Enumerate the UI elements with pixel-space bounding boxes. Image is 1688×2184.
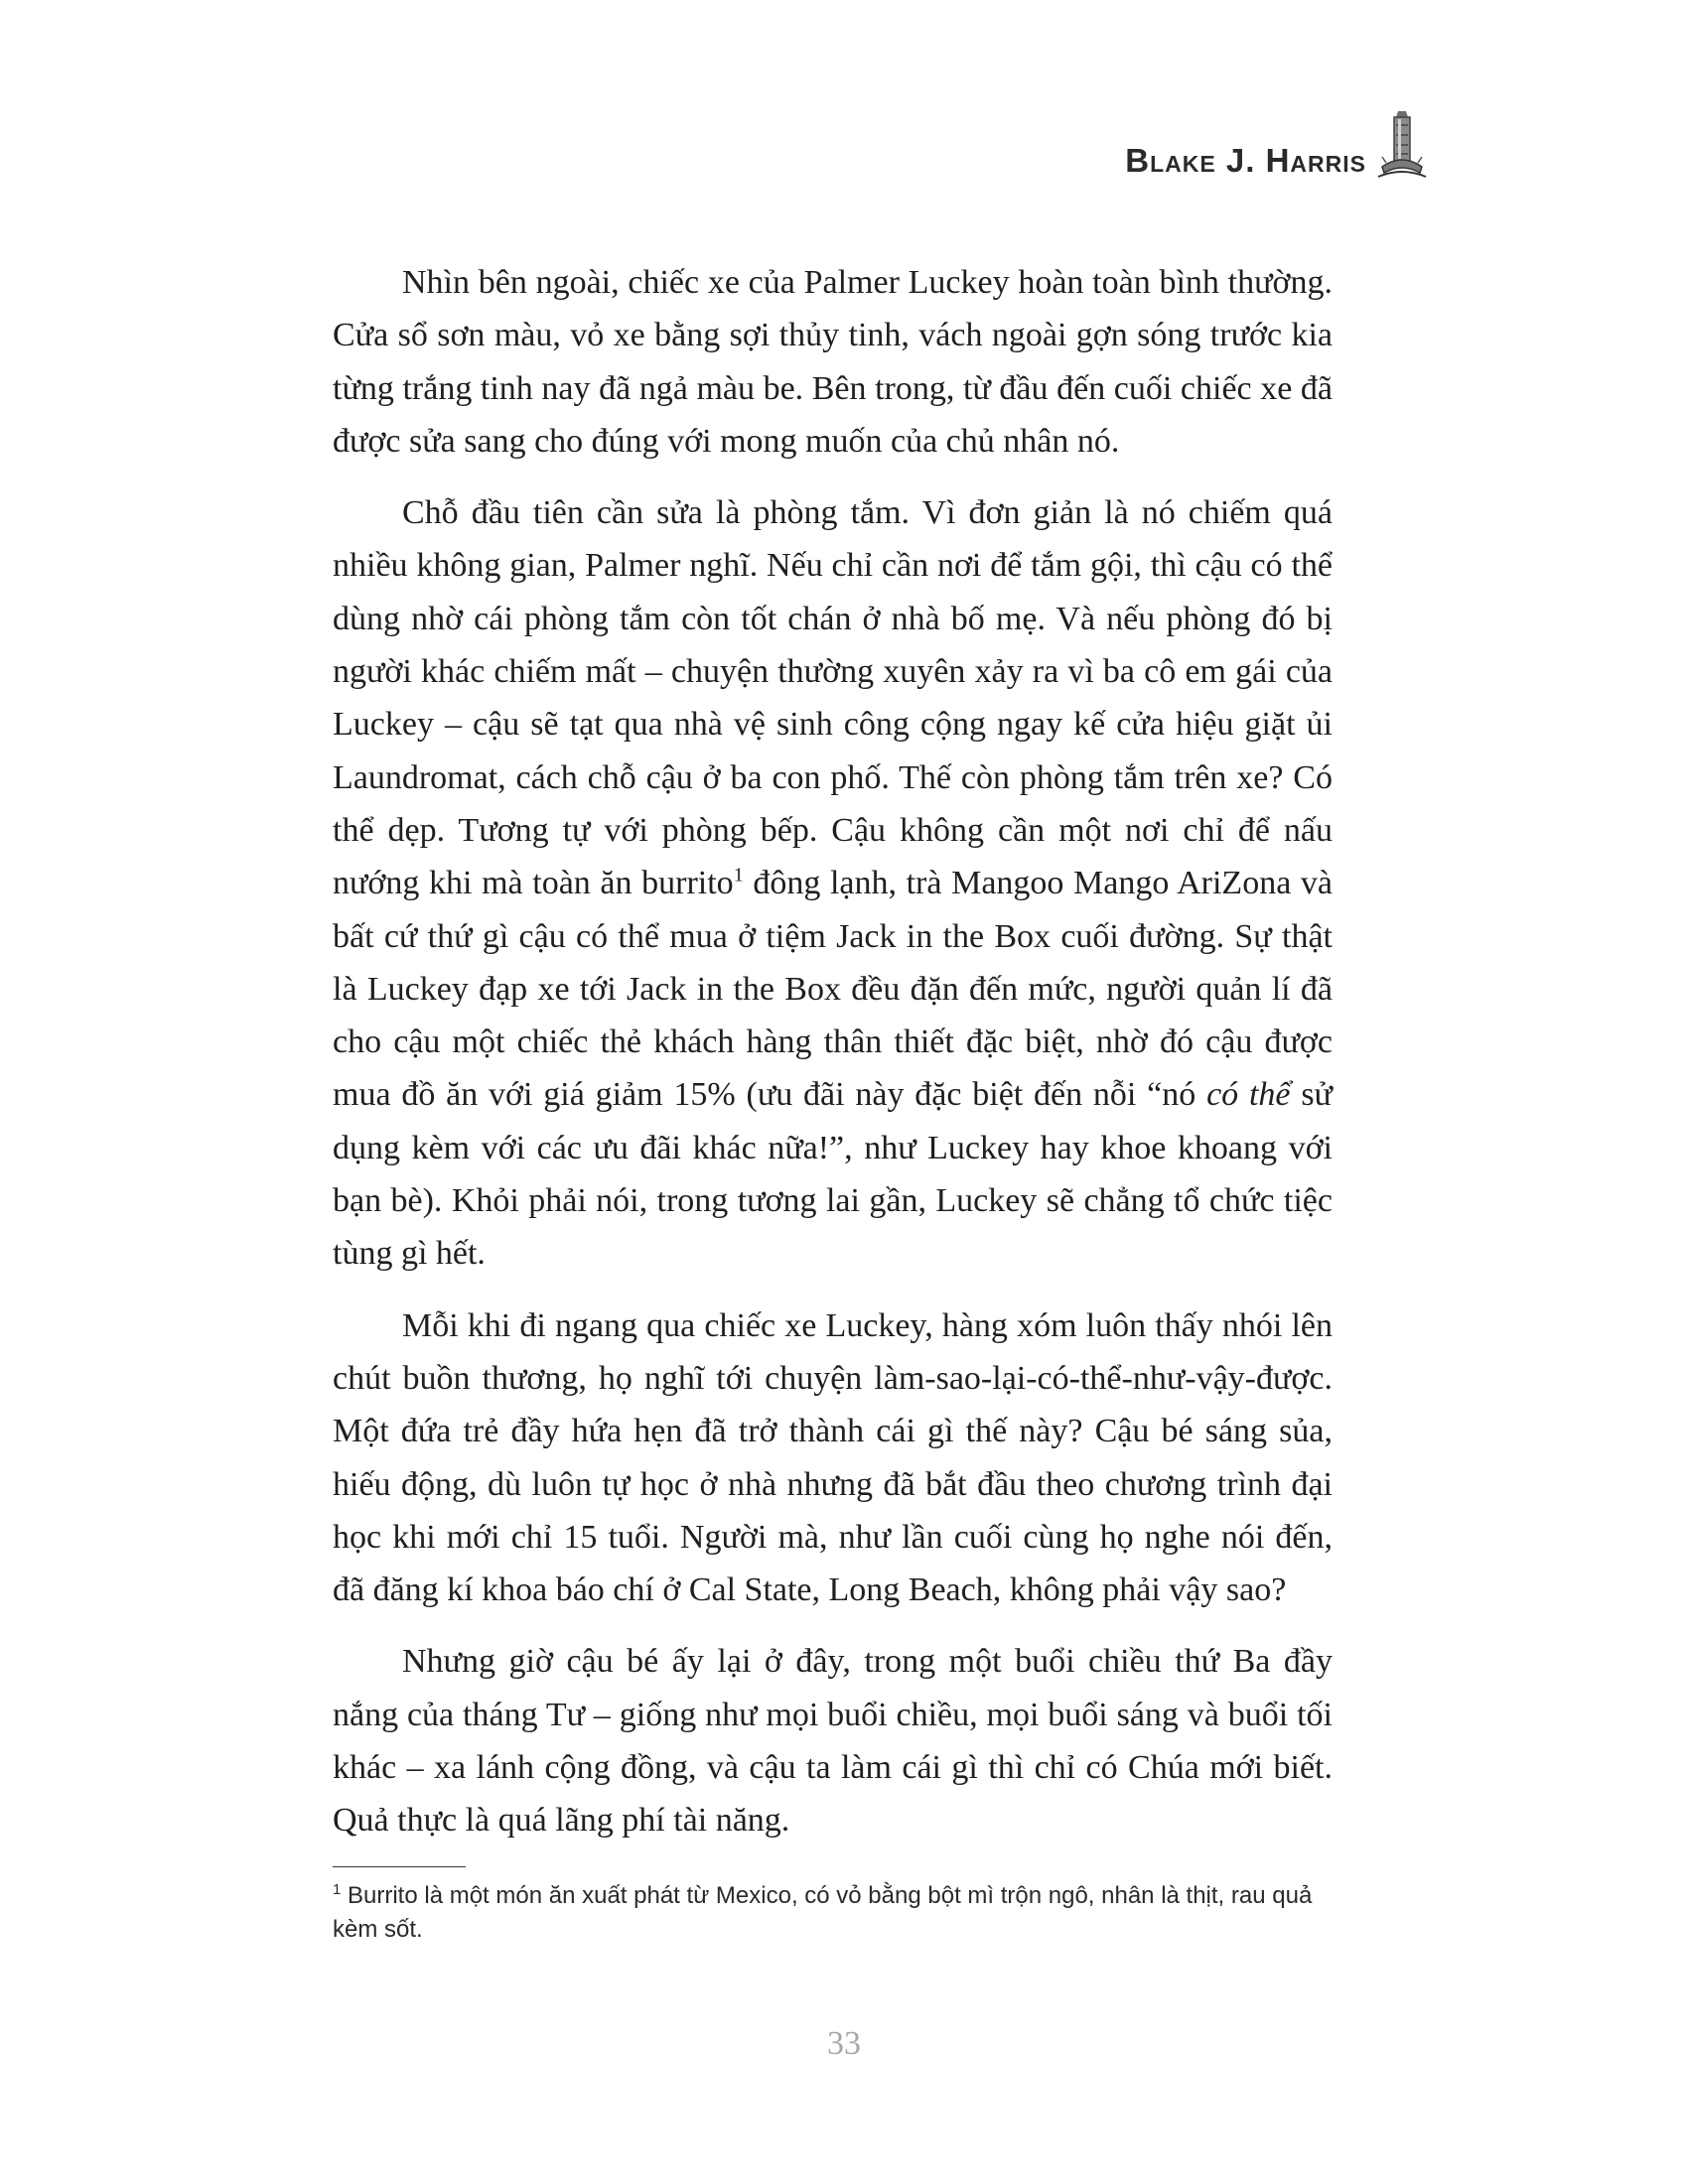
footnote-reference: 1	[733, 864, 744, 887]
paragraph-2-text-b: đông lạnh, trà Mangoo Mango AriZona và bất cứ thứ gì cậu có thể mua ở tiệm Jack in the Box cuối đường. Sự thật là Luckey đạp xe tới Jack in the Box đều đặn đến mức, người quản lí đã cho cậu một chiếc thẻ khách hàng thân thiết đặc biệt, nhờ đó cậu được mua đồ ăn với giá giảm 15% (ưu đãi này đặc biệt đến nỗi “nó	[333, 865, 1333, 1114]
paragraph-2-text-c: sử dụng kèm với các ưu đãi khác nữa!”, như Luckey hay khoe khoang với bạn bè). Khỏi phải nói, trong tương lai gần, Luckey sẽ chẳng tổ chức tiệc tùng gì hết.	[333, 1076, 1333, 1273]
footnote-mark: 1	[333, 1881, 342, 1898]
paragraph-4	[333, 1635, 1333, 1846]
paragraph-2-text-a: Chỗ đầu tiên cần sửa là phòng tắm. Vì đơn giản là nó chiếm quá nhiều không gian, Palmer nghĩ. Nếu chỉ cần nơi để tắm gội, thì cậu có thể dùng nhờ cái phòng tắm còn tốt chán ở nhà bố mẹ. Và nếu phòng đó bị người khác chiếm mất – chuyện thường xuyên xảy ra vì ba cô em gái của Luckey – cậu sẽ tạt qua nhà vệ sinh công cộng ngay kế cửa hiệu giặt ủi Laundromat, cách chỗ cậu ở ba con phố. Thế còn phòng tắm trên xe? Có thể dẹp. Tương tự với phòng bếp. Cậu không cần một nơi chỉ để nấu nướng khi mà toàn ăn burrito	[333, 494, 1333, 902]
paragraph-3-text: Mỗi khi đi ngang qua chiếc xe Luckey, hàng xóm luôn thấy nhói lên chút buồn thương, họ nghĩ tới chuyện làm-sao-lại-có-thể-như-vậy-được. Một đứa trẻ đầy hứa hẹn đã trở thành cái gì thế này? Cậu bé sáng sủa, hiếu động, dù luôn tự học ở nhà nhưng đã bắt đầu theo chương trình đại học khi mới chỉ 15 tuổi. Người mà, như lần cuối cùng họ nghe nói đến, đã đăng kí khoa báo chí ở Cal State, Long Beach, không phải vậy sao?	[333, 1306, 1333, 1609]
page-number: 33	[827, 2025, 861, 2062]
paragraph-2-italic: có thể	[1206, 1076, 1291, 1114]
running-head-author: Blake J. Harris	[1125, 142, 1366, 179]
footnote-divider	[333, 1866, 466, 1867]
paragraph-3	[333, 1299, 1333, 1617]
paragraph-1-text: Nhìn bên ngoài, chiếc xe của Palmer Luckey hoàn toàn bình thường. Cửa sổ sơn màu, vỏ xe bằng sợi thủy tinh, vách ngoài gợn sóng trước kia từng trắng tinh nay đã ngả màu be. Bên trong, từ đầu đến cuối chiếc xe đã được sửa sang cho đúng với mong muốn của chủ nhân nó.	[333, 264, 1333, 460]
footnote	[333, 1879, 1333, 1947]
paragraph-4-text: Nhưng giờ cậu bé ấy lại ở đây, trong một buổi chiều thứ Ba đầy nắng của tháng Tư – giống như mọi buổi chiều, mọi buổi sáng và buổi tối khác – xa lánh cộng đồng, và cậu ta làm cái gì thì chỉ có Chúa mới biết. Quả thực là quá lãng phí tài năng.	[333, 1643, 1333, 1840]
chapter-body	[333, 256, 1333, 1866]
paragraph-1	[333, 256, 1333, 468]
footnote-text: Burrito là một món ăn xuất phát từ Mexico, có vỏ bằng bột mì trộn ngô, nhân là thịt, rau quả kèm sốt.	[333, 1882, 1313, 1943]
paragraph-2	[333, 486, 1333, 1280]
book-tower-logo-icon	[1374, 107, 1430, 187]
